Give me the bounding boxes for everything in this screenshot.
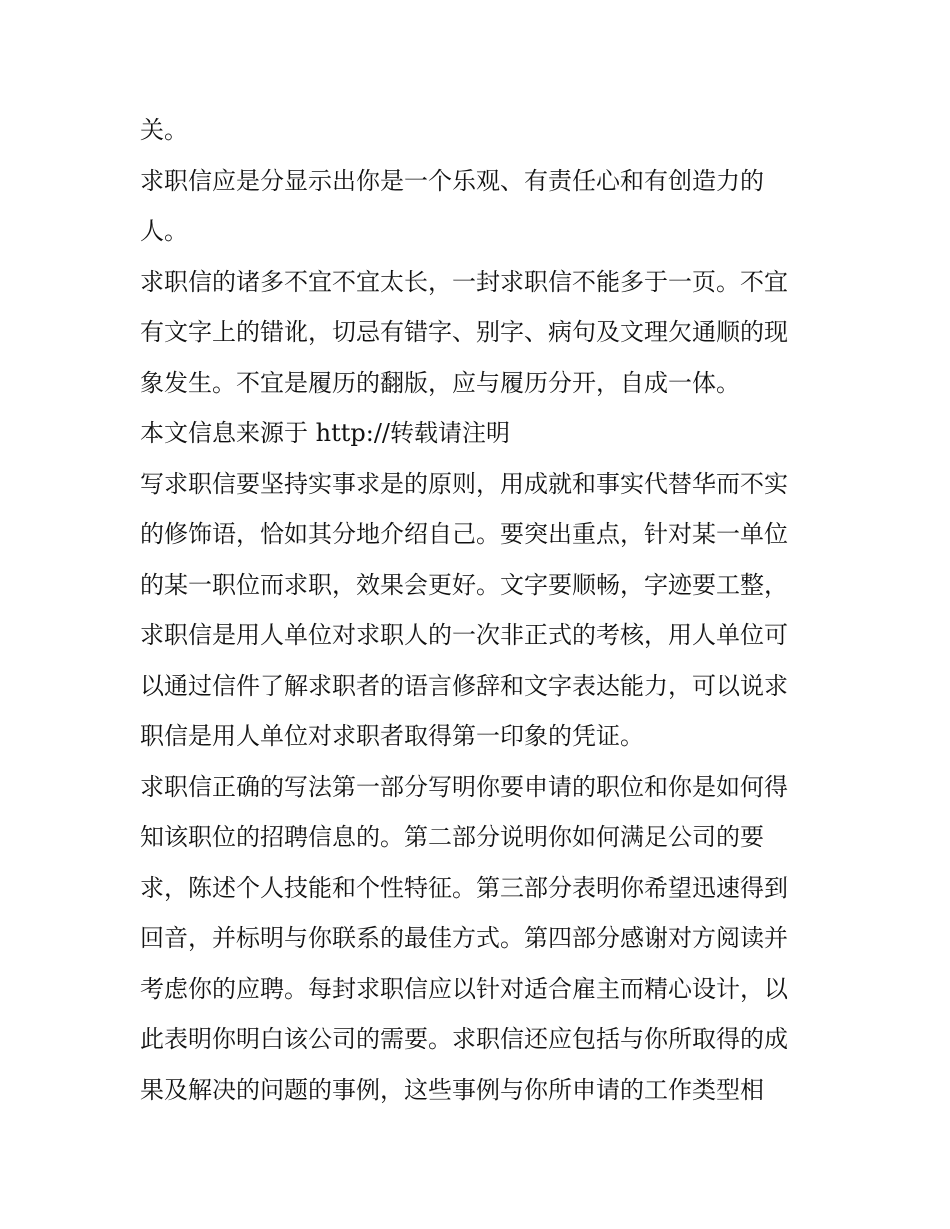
text-line: 果及解决的问题的事例，这些事例与你所申请的工作类型相 xyxy=(140,1075,764,1104)
text-line: 回音，并标明与你联系的最佳方式。第四部分感谢对方阅读并 xyxy=(140,924,788,952)
text-line: 的修饰语，恰如其分地介绍自己。要突出重点，针对某一单位 xyxy=(140,520,788,548)
text-line: 求，陈述个人技能和个性特征。第三部分表明你希望迅速得到 xyxy=(140,873,788,902)
document-body xyxy=(140,105,820,1115)
text-line: 象发生。不宜是履历的翻版，应与履历分开，自成一体。 xyxy=(140,368,740,397)
text-line: 以通过信件了解求职者的语言修辞和文字表达能力，可以说求 xyxy=(140,671,788,700)
text-line: 求职信应是分显示出你是一个乐观、有责任心和有创造力的 xyxy=(140,166,764,195)
source-note-line: 本文信息来源于 http://转载请注明 xyxy=(140,419,510,447)
text-line: 职信是用人单位对求职者取得第一印象的凭证。 xyxy=(140,722,644,750)
text-line: 考虑你的应聘。每封求职信应以针对适合雇主而精心设计，以 xyxy=(140,974,788,1003)
text-line: 人。 xyxy=(140,217,188,245)
text-line: 关。 xyxy=(140,116,188,144)
text-line: 知该职位的招聘信息的。第二部分说明你如何满足公司的要 xyxy=(140,823,764,851)
text-line: 写求职信要坚持实事求是的原则，用成就和事实代替华而不实 xyxy=(140,469,788,498)
text-line: 的某一职位而求职，效果会更好。文字要顺畅，字迹要工整， xyxy=(140,570,788,599)
text-line: 有文字上的错讹，切忌有错字、别字、病句及文理欠通顺的现 xyxy=(140,318,788,346)
text-line: 求职信正确的写法第一部分写明你要申请的职位和你是如何得 xyxy=(140,772,788,801)
text-line: 求职信的诸多不宜不宜太长，一封求职信不能多于一页。不宜 xyxy=(140,267,788,296)
text-line: 求职信是用人单位对求职人的一次非正式的考核，用人单位可 xyxy=(140,621,788,649)
text-line: 此表明你明白该公司的需要。求职信还应包括与你所取得的成 xyxy=(140,1025,788,1053)
